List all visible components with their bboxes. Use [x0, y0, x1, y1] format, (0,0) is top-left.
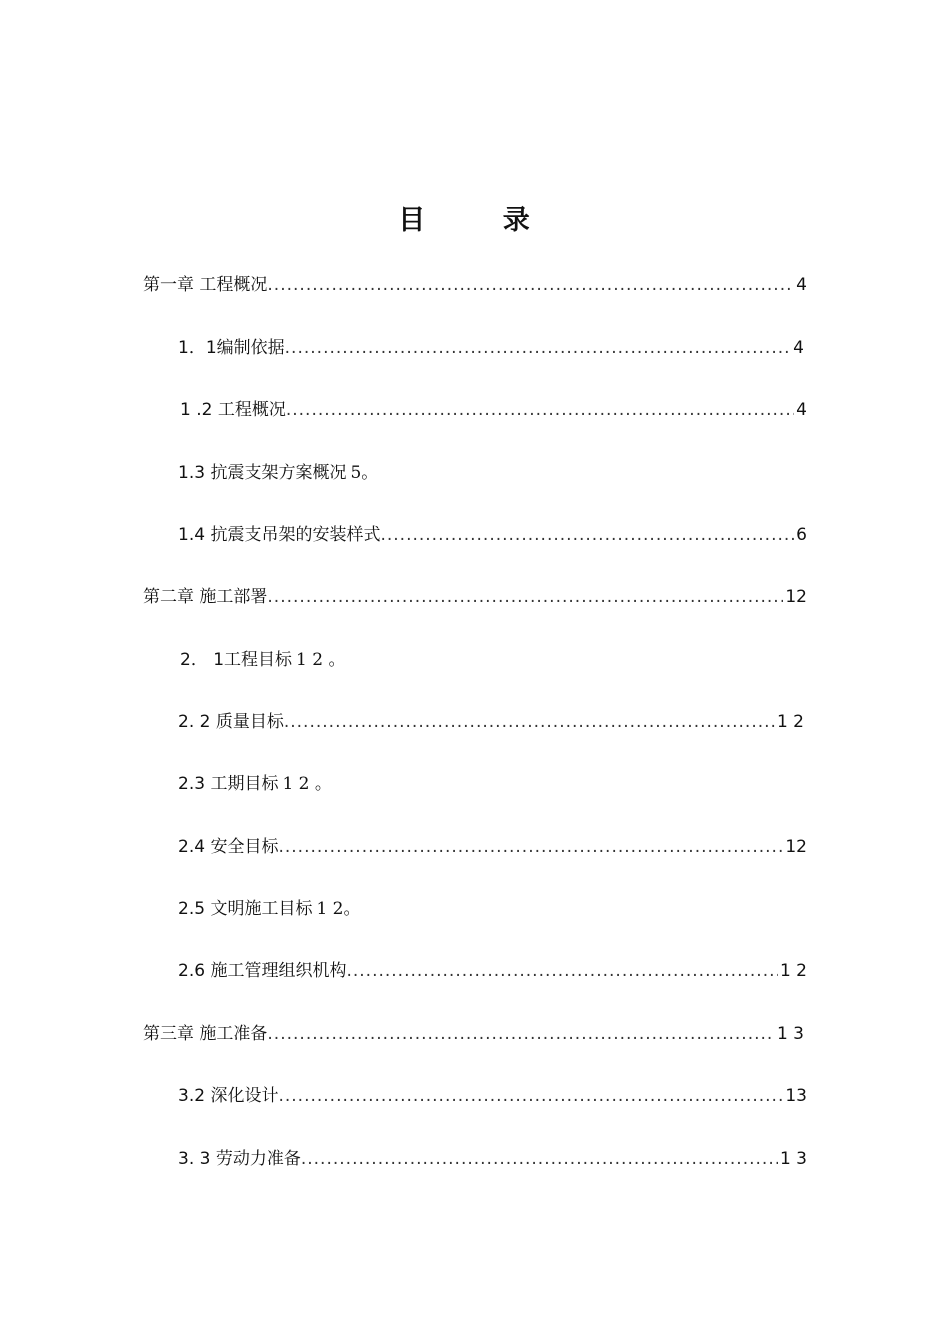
dot-leader [284, 709, 775, 735]
dot-leader [380, 522, 794, 548]
toc-entry-label: 1.4 抗震支吊架的安装样式 [178, 525, 381, 545]
dot-leader [346, 958, 778, 984]
toc-entry-1-4[interactable] [178, 522, 807, 548]
toc-entry-page: 5。 [350, 463, 379, 483]
toc-entry-label: 2． 1工程目标 [180, 650, 293, 670]
toc-entry-1-2[interactable] [180, 397, 807, 423]
toc-entry-2-1[interactable] [180, 647, 346, 673]
dot-leader [267, 272, 794, 298]
toc-entry-2-4[interactable] [178, 834, 807, 860]
toc-entry-page: 6 [796, 525, 807, 545]
toc-entry-label: 3.2 深化设计 [178, 1086, 279, 1106]
toc-entry-label: 2.3 工期目标 [178, 774, 279, 794]
toc-entry-page: 4 [796, 400, 807, 420]
toc-entry-2-3[interactable] [178, 771, 332, 797]
toc-entry-label: 第一章 工程概况 [143, 275, 268, 295]
toc-entry-page: 1 2 。 [282, 774, 332, 794]
toc-entry-label: 第二章 施工部署 [143, 587, 268, 607]
dot-leader [267, 1021, 775, 1047]
toc-entry-label: 2. 2 质量目标 [178, 712, 284, 732]
toc-title: 目 录 [398, 205, 564, 236]
toc-entry-chapter-2[interactable] [143, 584, 807, 610]
toc-entry-3-3[interactable] [178, 1146, 807, 1172]
toc-entry-label: 2.4 安全目标 [178, 837, 279, 857]
toc-entry-label: 2.6 施工管理组织机构 [178, 961, 347, 981]
toc-entry-page: 12 [785, 587, 807, 607]
toc-entry-page: 1 2 。 [296, 650, 346, 670]
toc-entry-2-6[interactable] [178, 958, 807, 984]
toc-entry-label: 1．1编制依据 [178, 338, 285, 358]
toc-entry-label: 2.5 文明施工目标 [178, 899, 313, 919]
dot-leader [285, 335, 792, 361]
toc-entry-1-3[interactable] [178, 460, 378, 486]
toc-entry-1-1[interactable] [178, 335, 804, 361]
toc-entry-page: 12 [785, 837, 807, 857]
toc-entry-label: 1.3 抗震支架方案概况 [178, 463, 347, 483]
toc-entry-page: 1 2 [779, 961, 807, 981]
toc-entry-label: 1 .2 工程概况 [180, 400, 286, 420]
toc-entry-page: 1 3 [779, 1149, 807, 1169]
toc-entry-page: 4 [793, 338, 804, 358]
toc-entry-2-2[interactable] [178, 709, 804, 735]
dot-leader [278, 1083, 783, 1109]
toc-entry-label: 第三章 施工准备 [143, 1024, 268, 1044]
toc-entry-page: 1 2。 [316, 899, 361, 919]
toc-entry-chapter-1[interactable] [143, 272, 807, 298]
toc-entry-chapter-3[interactable] [143, 1021, 804, 1047]
toc-entry-page: 13 [785, 1086, 807, 1106]
toc-entry-2-5[interactable] [178, 896, 361, 922]
dot-leader [301, 1146, 778, 1172]
toc-entry-page: 1 2 [776, 712, 804, 732]
dot-leader [267, 584, 783, 610]
toc-entry-3-2[interactable] [178, 1083, 807, 1109]
toc-entry-page: 1 3 [776, 1024, 804, 1044]
toc-entry-page: 4 [796, 275, 807, 295]
dot-leader [278, 834, 783, 860]
toc-entry-label: 3. 3 劳动力准备 [178, 1149, 301, 1169]
dot-leader [286, 397, 794, 423]
